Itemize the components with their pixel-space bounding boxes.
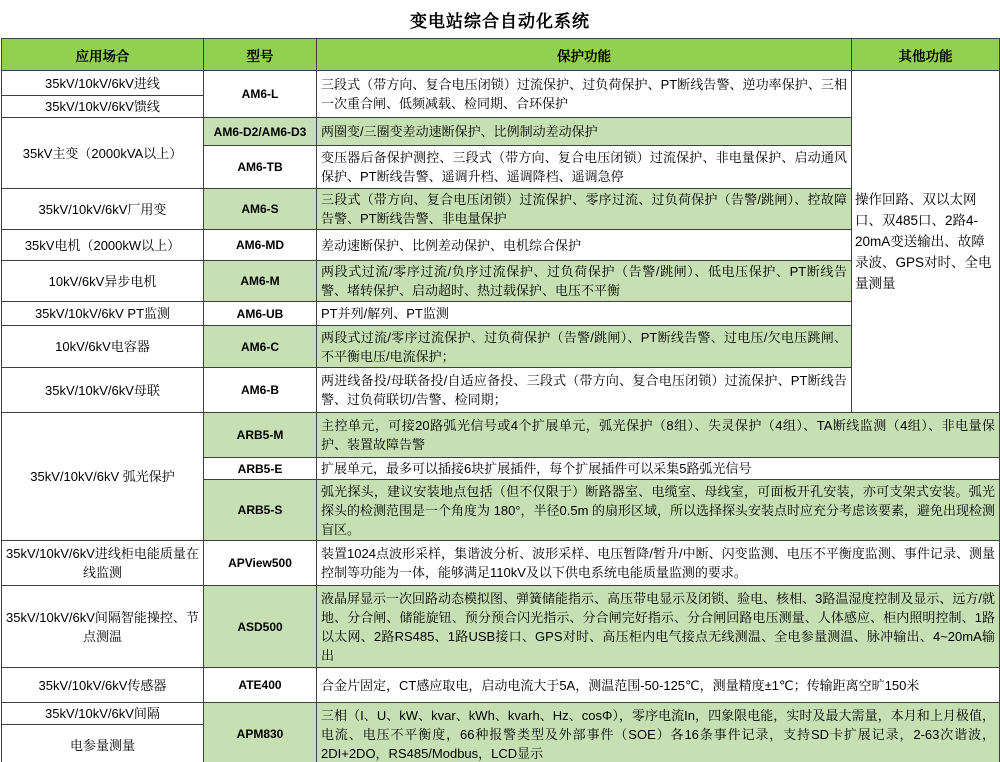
app-cell-arc-protection: 35kV/10kV/6kV 弧光保护 [2,413,204,541]
function-cell-arb5-e: 扩展单元，最多可以插接6块扩展插件，每个扩展插件可以采集5路弧光信号 [317,458,1000,480]
function-cell-am6-md: 差动速断保护、比例差动保护、电机综合保护 [317,230,852,261]
function-cell-ate400: 合金片固定，CT感应取电，启动电流大于5A，测温范围-50-125℃，测量精度±1℃；传输距离空旷150米 [317,668,1000,703]
function-cell-apview500: 装置1024点波形采样，集谐波分析、波形采样、电压暂降/暂升/中断、闪变监测、电压不平衡度监测、事件记录、测量控制等功能为一体，能够满足110kV及以下供电系统电能质量监测的要求。 [317,541,1000,586]
model-cell-asd500: ASD500 [204,586,317,668]
app-cell-pt-monitoring: 35kV/10kV/6kV PT监测 [2,302,204,326]
app-cell-capacitor: 10kV/6kV电容器 [2,326,204,368]
header-application: 应用场合 [2,39,204,71]
table-row [2,668,1000,703]
product-table [1,38,1000,762]
model-cell-apm830: APM830 [204,703,317,762]
function-cell-am6-tb: 变压器后备保护测控、三段式（带方向、复合电压闭锁）过流保护、非电量保护、启动通风保护、PT断线告警、遥调升档、遥调降档、遥调急停 [317,146,852,189]
app-cell-incoming-line: 35kV/10kV/6kV进线 [2,71,204,96]
function-cell-arb5-m: 主控单元，可接20路弧光信号或4个扩展单元，弧光保护（8组）、失灵保护（4组）、TA断线监测（4组）、非电量保护、装置故障告警 [317,413,1000,458]
model-cell-am6-tb: AM6-TB [204,146,317,189]
table-row [2,541,1000,586]
table-row [2,230,1000,261]
model-cell-am6-c: AM6-C [204,326,317,368]
model-cell-ate400: ATE400 [204,668,317,703]
model-cell-arb5-s: ARB5-S [204,480,317,541]
table-row [2,71,1000,96]
function-cell-am6-m: 两段式过流/零序过流/负序过流保护、过负荷保护（告警/跳闸）、低电压保护、PT断线告警、堵转保护、启动超时、热过载保护、电压不平衡 [317,261,852,302]
app-cell-power-quality-monitoring: 35kV/10kV/6kV进线柜电能质量在线监测 [2,541,204,586]
function-cell-am6-d2-d3: 两圈变/三圈变差动速断保护、比例制动差动保护 [317,118,852,146]
function-cell-am6-b: 两进线备投/母联备投/自适应备投、三段式（带方向、复合电压闭锁）过流保护、PT断线告警、过负荷联切/告警、检同期； [317,368,852,413]
table-row [2,261,1000,302]
table-row [2,413,1000,458]
function-cell-am6-c: 两段式过流/零序过流保护、过负荷保护（告警/跳闸）、PT断线告警、过电压/欠电压跳闸、不平衡电压/电流保护； [317,326,852,368]
app-cell-bus-tie: 35kV/10kV/6kV母联 [2,368,204,413]
function-cell-apm830: 三相（I、U、kW、kvar、kWh、kvarh、Hz、cosΦ），零序电流In，四象限电能，实时及最大需量，本月和上月极值，电流、电压不平衡度，66种报警类型及外部事件（SOE）各16条事件记录，支持SD卡扩展记录，2-63次谐波，2DI+2DO，RS485/Modbus，LCD显示 [317,703,1000,762]
app-cell-feeder-line: 35kV/10kV/6kV馈线 [2,96,204,118]
app-cell-motor-35kv: 35kV电机（2000kW以上） [2,230,204,261]
model-cell-am6-s: AM6-S [204,189,317,230]
function-cell-am6-s: 三段式（带方向、复合电压闭锁）过流保护、零序过流、过负荷保护（告警/跳闸）、控故障告警、PT断线告警、非电量保护 [317,189,852,230]
app-cell-bay: 35kV/10kV/6kV间隔 [2,703,204,725]
function-cell-am6-l: 三段式（带方向、复合电压闭锁）过流保护、过负荷保护、PT断线告警、逆功率保护、三相一次重合闸、低频减载、检同期、合环保护 [317,71,852,118]
app-cell-sensor: 35kV/10kV/6kV传感器 [2,668,204,703]
table-row [2,326,1000,368]
model-cell-am6-ub: AM6-UB [204,302,317,326]
model-cell-am6-b: AM6-B [204,368,317,413]
function-cell-am6-ub: PT并列/解列、PT监测 [317,302,852,326]
model-cell-arb5-e: ARB5-E [204,458,317,480]
header-row [2,39,1000,71]
model-cell-am6-md: AM6-MD [204,230,317,261]
function-cell-asd500: 液晶屏显示一次回路动态模拟图、弹簧储能指示、高压带电显示及闭锁、验电、核相、3路温湿度控制及显示、远方/就地、分合闸、储能旋钮、预分预合闪光指示、分合闸完好指示、分合闸回路电压测量、人体感应、柜内照明控制、1路以太网、2路RS485、1路USB接口、GPS对时、高压柜内电气接点无线测温、全电参量测温、脉冲输出、4~20mA输出 [317,586,1000,668]
header-other-functions: 其他功能 [852,39,1000,71]
app-cell-electrical-parameter-measurement: 电参量测量 [2,725,204,762]
app-cell-main-transformer: 35kV主变（2000kVA以上） [2,118,204,189]
model-cell-apview500: APView500 [204,541,317,586]
model-cell-arb5-m: ARB5-M [204,413,317,458]
table-row [2,302,1000,326]
function-cell-arb5-s: 弧光探头，建议安装地点包括（但不仅限于）断路器室、电缆室、母线室，可面板开孔安装，亦可支架式安装。弧光探头的检测范围是一个角度为 180°，半径0.5m 的扇形区域，所以选择探头安装点时应充分考虑该要素，避免出现检测盲区。 [317,480,1000,541]
other-functions-cell: 操作回路、双以太网口、双485口、2路4-20mA变送输出、故障录波、GPS对时、全电量测量 [852,71,1000,413]
table-row [2,586,1000,668]
app-cell-smart-control-temperature: 35kV/10kV/6kV间隔智能操控、节点测温 [2,586,204,668]
table-row [2,189,1000,230]
header-model: 型号 [204,39,317,71]
table-row [2,368,1000,413]
app-cell-station-transformer: 35kV/10kV/6kV厂用变 [2,189,204,230]
table-row [2,118,1000,146]
table-row [2,703,1000,725]
page-title: 变电站综合自动化系统 [410,11,590,32]
app-cell-async-motor: 10kV/6kV异步电机 [2,261,204,302]
model-cell-am6-l: AM6-L [204,71,317,118]
model-cell-am6-m: AM6-M [204,261,317,302]
header-protection-functions: 保护功能 [317,39,852,71]
model-cell-am6-d2-d3: AM6-D2/AM6-D3 [204,118,317,146]
